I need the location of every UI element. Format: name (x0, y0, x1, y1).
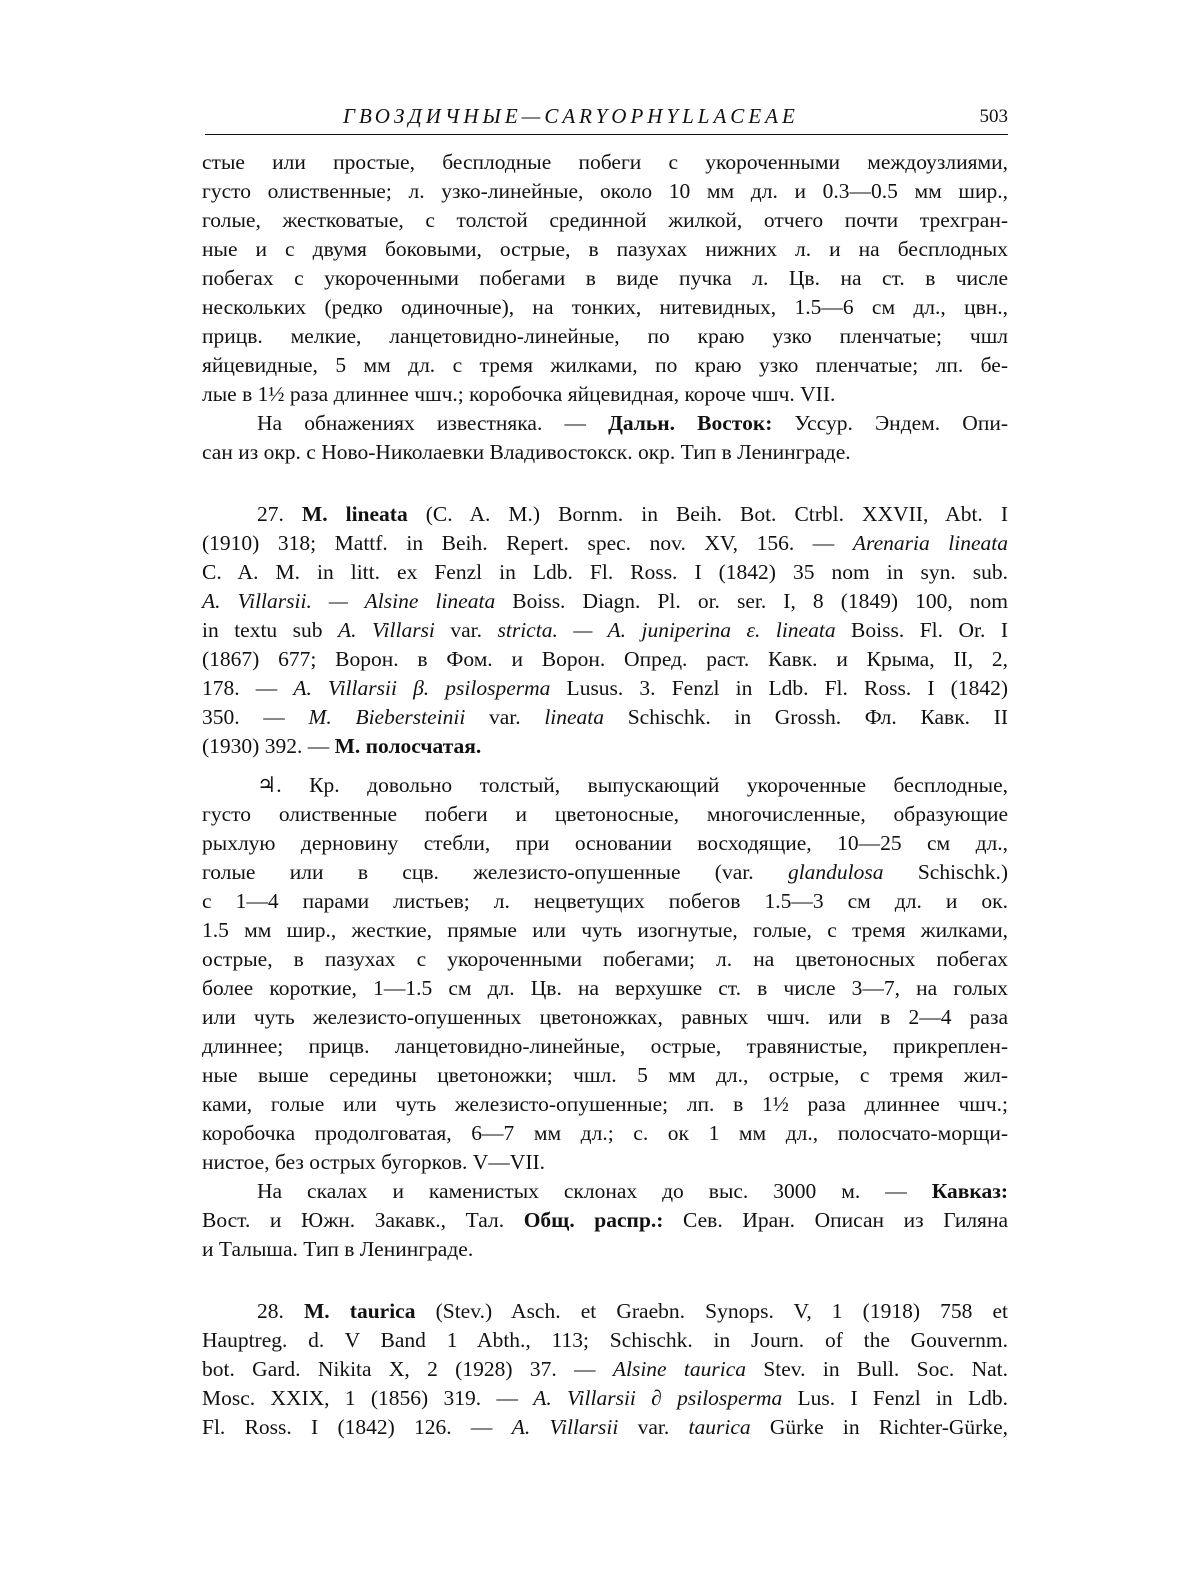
text-line: более короткие, 1—1.5 см дл. Цв. на верхушке ст. в числе 3—7, на голых (202, 976, 1008, 1000)
synonym: Arenaria lineata (852, 531, 1008, 555)
text-span: Boiss. Fl. Or. I (835, 618, 1008, 642)
species-number: 27. (257, 502, 302, 526)
text-span: (1930) 392. — (202, 734, 335, 758)
text-span: var. (618, 1415, 689, 1439)
text-span: bot. Gard. Nikita X, 2 (1928) 37. — (202, 1357, 613, 1381)
text-line: 1.5 мм шир., жесткие, прямые или чуть изогнутые, голые, с тремя жилками, (202, 918, 1008, 942)
spacer (202, 1264, 1008, 1297)
text-line: ♃. Кр. довольно толстый, выпускающий укороченные бесплодные, (257, 773, 1008, 797)
text-span: 178. — (202, 676, 294, 700)
text-line (202, 587, 1008, 616)
text-line: яйцевидные, 5 мм дл. с тремя жилками, по краю узко пленчатые; лп. бе- (202, 353, 1008, 377)
text-line: с 1—4 парами листьев; л. нецветущих побегов 1.5—3 см дл. и ок. (202, 889, 1008, 913)
species-27-description (202, 771, 1008, 1177)
continued-description (202, 148, 1008, 409)
synonym: Alsine taurica (612, 1357, 747, 1381)
text-line: длиннее; прицв. ланцетовидно-линейные, острые, травянистые, прикреплен- (202, 1034, 1008, 1058)
text-span: Mosc. XXIX, 1 (1856) 319. — (202, 1386, 534, 1410)
text-span: На скалах и каменистых склонах до выс. 3000 м. — (257, 1179, 932, 1203)
text-span: Fl. Ross. I (1842) 126. — (202, 1415, 512, 1439)
page-header (205, 102, 1008, 138)
text-span: Schischk. in Grossh. Фл. Кавк. II (604, 705, 1009, 729)
text-line: Hauptreg. d. V Band 1 Abth., 113; Schischk. in Journ. of the Gouvernm. (202, 1328, 1008, 1352)
page-body (202, 148, 1008, 1442)
russian-name: M. полосчатая. (334, 734, 482, 758)
text-line (202, 732, 1008, 761)
text-span: var. (434, 618, 498, 642)
text-span: Stev. in Bull. Soc. Nat. (746, 1357, 1008, 1381)
text-line (202, 858, 1008, 887)
text-span: in textu sub (202, 618, 338, 642)
text-span: (C. A. M.) Bornm. in Beih. Bot. Ctrbl. XXVII, Abt. I (407, 502, 1008, 526)
habitat-paragraph (202, 409, 1008, 467)
text-span: Boiss. Diagn. Pl. or. ser. I, 8 (1849) 100, nom (495, 589, 1008, 613)
synonym: stricta. — A. juniperina ε. lineata (497, 618, 836, 642)
synonym: A. Villarsii ∂ psilosperma (533, 1386, 783, 1410)
text-line (202, 409, 1008, 438)
distribution-label: Общ. распр.: (523, 1208, 664, 1232)
text-span: Schischk.) (883, 860, 1008, 884)
page-number: 503 (979, 106, 1008, 127)
synonym: taurica (688, 1415, 751, 1439)
species-name: M. taurica (304, 1299, 416, 1323)
text-line: ные и с двумя боковыми, острые, в пазухах нижних л. и на бесплодных (202, 237, 1008, 261)
text-line: C. A. M. in litt. ex Fenzl in Ldb. Fl. Ross. I (1842) 35 nom in syn. sub. (202, 560, 1008, 584)
synonym: lineata (544, 705, 605, 729)
text-line: густо олиственные побеги и цветоносные, многочисленные, образующие (202, 802, 1008, 826)
text-line (202, 1177, 1008, 1206)
text-line: ками, голые или чуть железисто-опушенные; лп. в 1½ раза длиннее чшч.; (202, 1092, 1008, 1116)
synonym: A. Villarsi (338, 618, 435, 642)
species-number: 28. (257, 1299, 304, 1323)
text-span: Вост. и Южн. Закавк., Тал. (202, 1208, 524, 1232)
text-line: и Талыша. Тип в Ленинграде. (202, 1237, 474, 1261)
variety-name: glandulosa (787, 860, 884, 884)
text-line: сан из окр. с Ново-Николаевки Владивостокск. окр. Тип в Ленинграде. (202, 440, 851, 464)
synonym: M. Biebersteinii (308, 705, 466, 729)
text-line (202, 674, 1008, 703)
header-rule (205, 134, 1008, 135)
text-line: голые, жестковатые, с толстой срединной жилкой, отчего почти трехгран- (202, 208, 1008, 232)
text-line: коробочка продолговатая, 6—7 мм дл.; с. ок 1 мм дл., полосчато-морщи- (202, 1121, 1008, 1145)
text-line (202, 703, 1008, 732)
species-name: M. lineata (301, 502, 408, 526)
text-span: (Stev.) Asch. et Graebn. Synops. V, 1 (1918) 758 et (415, 1299, 1009, 1323)
text-line (202, 529, 1008, 558)
text-line (202, 1413, 1008, 1442)
text-line: или чуть железисто-опушенных цветоножках, равных чшч. или в 2—4 раза (202, 1005, 1008, 1029)
text-line: (1867) 677; Ворон. в Фом. и Ворон. Опред. раст. Кавк. и Крыма, II, 2, (202, 647, 1008, 671)
text-span: Lusus. 3. Fenzl in Ldb. Fl. Ross. I (1842) (550, 676, 1008, 700)
text-line (202, 1355, 1008, 1384)
text-line (202, 1384, 1008, 1413)
running-title: ГВОЗДИЧНЫЕ—CARYOPHYLLACEAE (343, 104, 799, 128)
text-line (202, 1297, 1008, 1326)
text-line: стые или простые, бесплодные побеги с укороченными междоузлиями, (202, 150, 1008, 174)
region-label: Дальн. Восток: (608, 411, 773, 435)
synonym: A. Villarsii β. psilosperma (293, 676, 551, 700)
text-span: Gürke in Richter-Gürke, (750, 1415, 1008, 1439)
text-span: 350. — (202, 705, 309, 729)
text-span: голые или в сцв. железисто-опушенные (var. (202, 860, 788, 884)
text-line: густо олиственные; л. узко-линейные, около 10 мм дл. и 0.3—0.5 мм шир., (202, 179, 1008, 203)
text-line: лые в 1½ раза длиннее чшч.; коробочка яйцевидная, короче чшч. VII. (202, 382, 836, 406)
text-line: острые, в пазухах с укороченными побегами; л. на цветоносных побегах (202, 947, 1008, 971)
species-27-citation (202, 500, 1008, 761)
synonym: A. Villarsii (511, 1415, 619, 1439)
text-line: нескольких (редко одиночные), на тонких, нитевидных, 1.5—6 см дл., цвн., (202, 295, 1008, 319)
spacer (202, 467, 1008, 500)
text-span: Сев. Иран. Описан из Гиляна (663, 1208, 1008, 1232)
text-span: var. (465, 705, 545, 729)
text-line: ные выше середины цветоножки; чшл. 5 мм дл., острые, с тремя жил- (202, 1063, 1008, 1087)
region-label: Кавказ: (931, 1179, 1008, 1203)
text-line: нистое, без острых бугорков. V—VII. (202, 1150, 546, 1174)
spacer (202, 761, 1008, 771)
text-span: На обнажениях известняка. — (257, 411, 609, 435)
species-28-citation (202, 1297, 1008, 1442)
text-span: (1910) 318; Mattf. in Beih. Repert. spec. nov. XV, 156. — (202, 531, 853, 555)
synonym: A. Villarsii. — Alsine lineata (202, 589, 496, 613)
text-line (202, 616, 1008, 645)
text-line: рыхлую дерновину стебли, при основании восходящие, 10—25 см дл., (202, 831, 1008, 855)
text-span: Уссур. Эндем. Опи- (772, 411, 1008, 435)
text-span: Lus. I Fenzl in Ldb. (782, 1386, 1008, 1410)
text-line: побегах с укороченными побегами в виде пучка л. Цв. на ст. в числе (202, 266, 1008, 290)
text-line: прицв. мелкие, ланцетовидно-линейные, по краю узко пленчатые; чшл (202, 324, 1008, 348)
habitat-paragraph (202, 1177, 1008, 1264)
text-line (202, 500, 1008, 529)
text-line (202, 1206, 1008, 1235)
